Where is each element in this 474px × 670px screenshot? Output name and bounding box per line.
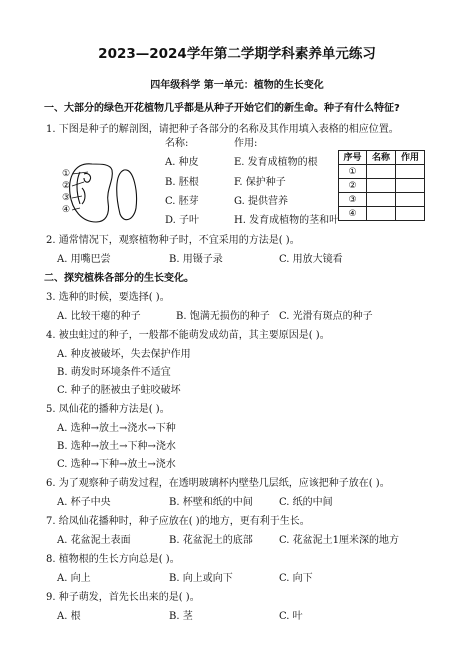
question-4-option-c[interactable]: C. 种子的胚被虫子蛀咬破坏: [57, 385, 181, 396]
section-2-heading: 二、探究植株各部分的生长变化。: [44, 273, 194, 284]
diagram-label-2: ②: [62, 181, 71, 191]
seed-half-outline: [70, 164, 113, 222]
question-1-text: 1. 下图是种子的解剖图，请把种子各部分的名称及其作用填入表格的相应位置。: [46, 124, 399, 135]
table-row-2-use[interactable]: [395, 178, 425, 193]
name-option-b: B. 胚根: [165, 177, 199, 188]
question-8-text: 8. 植物根的生长方向总是( )。: [46, 554, 180, 565]
question-5-option-a[interactable]: A. 选种→放土→浇水→下种: [57, 423, 176, 434]
seed-coat-outline: [117, 170, 137, 220]
table-row-1-name[interactable]: [366, 164, 396, 179]
seed-diagram: [62, 158, 142, 228]
question-6-option-b[interactable]: B. 杯壁和纸的中间: [169, 497, 253, 508]
question-2-option-c[interactable]: C. 用放大镜看: [279, 254, 343, 265]
question-2-text: 2. 通常情况下，观察植物种子时，不宜采用的方法是( )。: [46, 235, 300, 246]
radicle-shape: [82, 188, 85, 204]
plumule-shape: [84, 173, 91, 182]
question-4-text: 4. 被虫蛀过的种子，一般都不能萌发成幼苗，其主要原因是( )。: [46, 330, 330, 341]
question-4-option-b[interactable]: B. 萌发时环境条件不适宜: [57, 367, 171, 378]
use-option-h: H. 发育成植物的茎和叶: [234, 215, 340, 226]
question-9-option-a[interactable]: A. 根: [57, 611, 81, 622]
question-5-option-c[interactable]: C. 选种→下种→放土→浇水: [57, 459, 176, 470]
table-row-4-index: ④: [338, 206, 367, 221]
embryo-line: [77, 172, 80, 204]
table-row-1-use[interactable]: [395, 164, 425, 179]
question-8-option-b[interactable]: B. 向上或向下: [169, 573, 233, 584]
question-8-option-a[interactable]: A. 向上: [57, 573, 91, 584]
name-option-d: D. 子叶: [165, 215, 200, 226]
question-9-option-c[interactable]: C. 叶: [279, 611, 303, 622]
question-7-option-c[interactable]: C. 花盆泥土1厘米深的地方: [279, 535, 400, 546]
question-5-text: 5. 凤仙花的播种方法是( )。: [46, 404, 170, 415]
question-6-text: 6. 为了观察种子萌发过程，在透明玻璃杯内壁垫几层纸，应该把种子放在( )。: [46, 478, 390, 489]
name-option-a: A. 种皮: [165, 157, 199, 168]
table-header-use: 作用: [395, 150, 425, 165]
question-2-option-a[interactable]: A. 用嘴巴尝: [57, 254, 111, 265]
uses-header: 作用:: [234, 138, 258, 149]
question-6-option-c[interactable]: C. 纸的中间: [279, 497, 333, 508]
diagram-label-4: ④: [62, 205, 71, 215]
use-option-e: E. 发育成植物的根: [234, 157, 318, 168]
table-row-4-name[interactable]: [366, 206, 396, 221]
question-5-option-b[interactable]: B. 选种→放土→下种→浇水: [57, 441, 176, 452]
table-row-3-index: ③: [338, 192, 367, 207]
question-9-text: 9. 种子萌发，首先长出来的是( )。: [46, 592, 200, 603]
question-3-option-b[interactable]: B. 饱满无损伤的种子: [176, 311, 270, 322]
question-3-option-a[interactable]: A. 比较干瘪的种子: [57, 311, 141, 322]
diagram-label-1: ①: [62, 169, 71, 179]
names-header: 名称:: [165, 138, 189, 149]
table-row-4-use[interactable]: [395, 206, 425, 221]
table-header-index: 序号: [338, 150, 367, 165]
question-7-text: 7. 给凤仙花播种时，种子应放在( )的地方，更有利于生长。: [46, 516, 310, 527]
page-title: 2023—2024学年第二学期学科素养单元练习: [98, 46, 376, 62]
question-6-option-a[interactable]: A. 杯子中央: [57, 497, 111, 508]
question-4-option-a[interactable]: A. 种皮被破坏，失去保护作用: [57, 349, 191, 360]
question-2-option-b[interactable]: B. 用镊子录: [169, 254, 223, 265]
table-row-3-name[interactable]: [366, 192, 396, 207]
section-1-heading: 一、大部分的绿色开花植物几乎都是从种子开始它们的新生命。种子有什么特征?: [44, 103, 400, 114]
question-3-text: 3. 选种的时候，要选择( )。: [46, 292, 170, 303]
question-7-option-a[interactable]: A. 花盆泥土表面: [57, 535, 131, 546]
diagram-label-3: ③: [62, 193, 71, 203]
question-9-option-b[interactable]: B. 茎: [169, 611, 193, 622]
table-header-name: 名称: [366, 150, 396, 165]
name-option-c: C. 胚芽: [165, 196, 199, 207]
question-8-option-c[interactable]: C. 向下: [279, 573, 313, 584]
table-row-2-index: ②: [338, 178, 367, 193]
page-subtitle: 四年级科学 第一单元：植物的生长变化: [150, 80, 324, 91]
question-3-option-c[interactable]: C. 光滑有斑点的种子: [279, 311, 373, 322]
question-7-option-b[interactable]: B. 花盆泥土的底部: [169, 535, 253, 546]
table-row-2-name[interactable]: [366, 178, 396, 193]
table-row-3-use[interactable]: [395, 192, 425, 207]
use-option-f: F. 保护种子: [234, 177, 286, 188]
table-row-1-index: ①: [338, 164, 367, 179]
use-option-g: G. 提供营养: [234, 196, 288, 207]
